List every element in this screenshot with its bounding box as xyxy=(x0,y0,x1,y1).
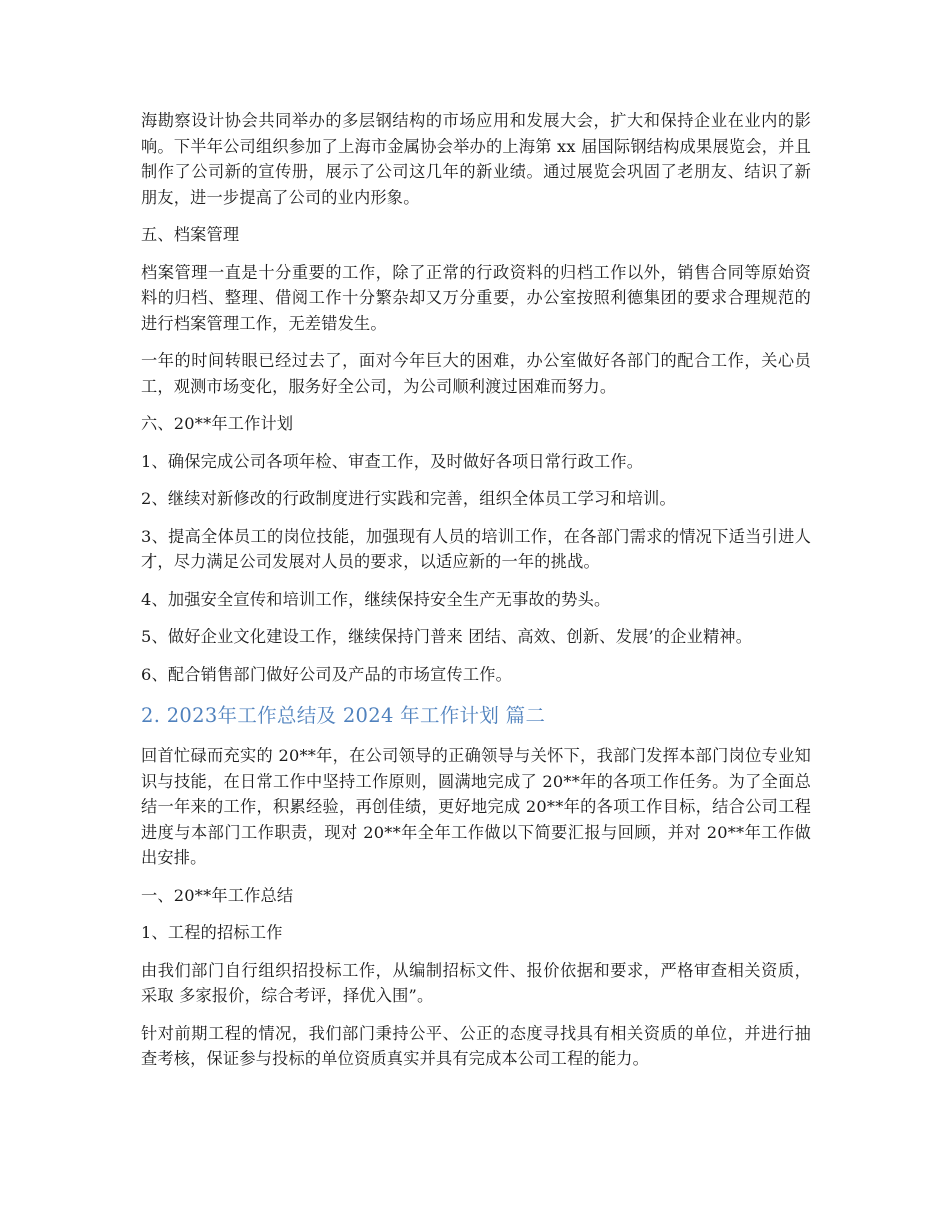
article-heading: 2. 2023年工作总结及 2024 年工作计划 篇二 xyxy=(141,704,546,727)
plan-item-1: 1、确保完成公司各项年检、审查工作，及时做好各项日常行政工作。 xyxy=(141,451,644,471)
plan-item-6: 6、配合销售部门做好公司及产品的市场宣传工作。 xyxy=(141,664,513,684)
paragraph-year-summary: 一年的时间转眼已经过去了，面对今年巨大的困难，办公室做好各部门的配合工作，关心员工，观测市场变化，服务好全公司，为公司顺利渡过困难而努力。 xyxy=(141,351,811,396)
subsection-heading-bidding: 1、工程的招标工作 xyxy=(141,923,283,942)
section-heading-archives: 五、档案管理 xyxy=(141,225,240,244)
document-page xyxy=(141,108,811,1072)
plan-item-3: 3、提高全体员工的岗位技能，加强现有人员的培训工作，在各部门需求的情况下适当引进人才，尽力满足公司发展对人员的要求，以适应新的一年的挑战。 xyxy=(141,526,811,571)
plan-item-5: 5、做好企业文化建设工作，继续保持门普来 团结、高效、创新、发展’的企业精神。 xyxy=(141,627,753,646)
paragraph-intro: 回首忙碌而充实的 20**年，在公司领导的正确领导与关怀下，我部门发挥本部门岗位专业知识与技能，在日常工作中坚持工作原则，圆满地完成了 20**年的各项工作任务。为了全面总结一年来的工作，积累经验，再创佳绩，更好地完成 20**年的各项工作目标，结合公司工程进度与本部门工作职责，现对 20**年全年工作做以下简要汇报与回顾，并对 20**年工作做出安排。 xyxy=(141,746,811,867)
paragraph-archives: 档案管理一直是十分重要的工作，除了正常的行政资料的归档工作以外，销售合同等原始资料的归档、整理、借阅工作十分繁杂却又万分重要，办公室按照利德集团的要求合理规范的进行档案管理工作，无差错发生。 xyxy=(141,262,811,333)
paragraph-exhibition: 海勘察设计协会共同举办的多层钢结构的市场应用和发展大会，扩大和保持企业在业内的影响。下半年公司组织参加了上海市金属协会举办的上海第 xx 届国际钢结构成果展览会，并且制作了公司新的宣传册，展示了公司这几年的新业绩。通过展览会巩固了老朋友、结识了新朋友，进一步提高了公司的业内形象。 xyxy=(141,111,811,207)
paragraph-qualification: 针对前期工程的情况，我们部门秉持公平、公正的态度寻找具有相关资质的单位，并进行抽查考核，保证参与投标的单位资质真实并具有完成本公司工程的能力。 xyxy=(141,1023,811,1068)
section-heading-summary: 一、20**年工作总结 xyxy=(141,885,294,905)
plan-item-2: 2、继续对新修改的行政制度进行实践和完善，组织全体员工学习和培训。 xyxy=(141,489,676,508)
paragraph-bidding: 由我们部门自行组织招投标工作，从编制招标文件、报价依据和要求，严格审查相关资质，采取 多家报价，综合考评，择优入围”。 xyxy=(141,960,811,1005)
plan-item-4: 4、加强安全宣传和培训工作，继续保持安全生产无事故的势头。 xyxy=(141,589,611,609)
section-heading-plan: 六、20**年工作计划 xyxy=(141,414,294,433)
